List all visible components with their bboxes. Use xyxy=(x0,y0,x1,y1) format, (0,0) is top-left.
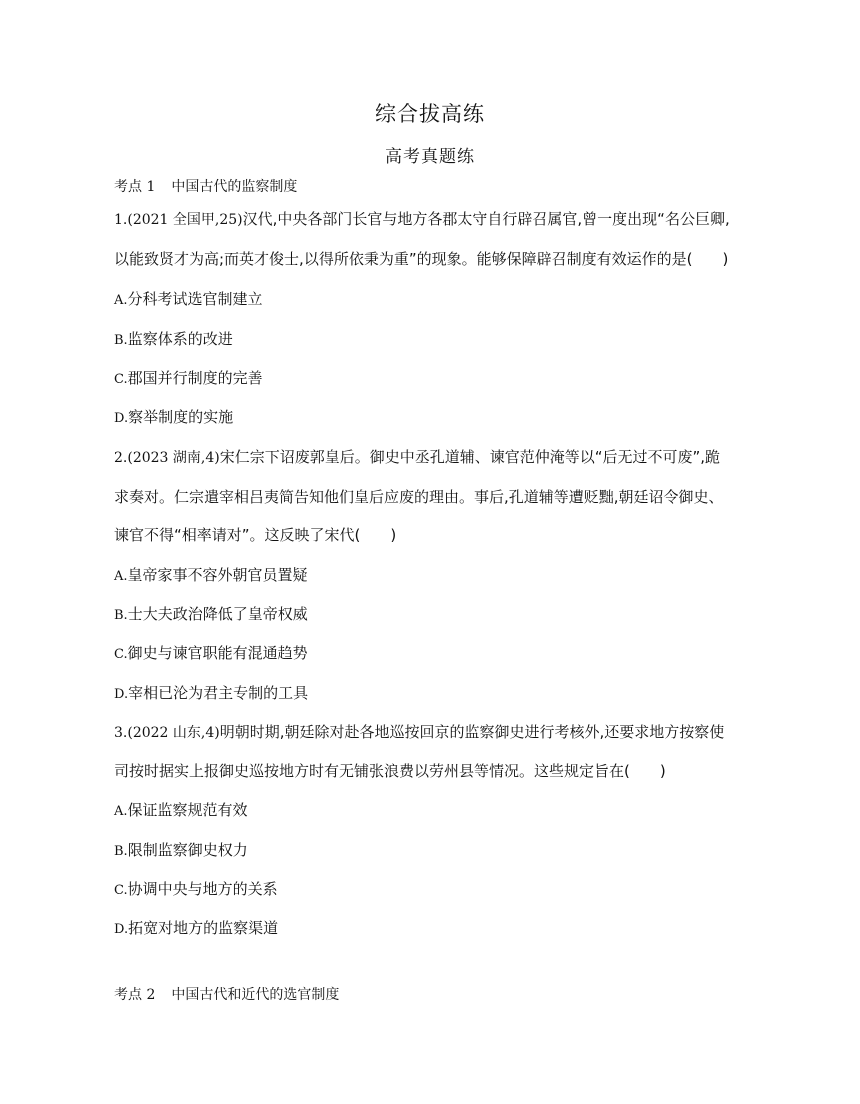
question-1-option-c xyxy=(114,367,263,388)
question-2-line-2: 求奏对。仁宗遣宰相吕夷简告知他们皇后应废的理由。事后,孔道辅等遭贬黜,朝廷诏令御史、 xyxy=(114,488,724,506)
section-title: 中国古代和近代的选官制度 xyxy=(171,987,340,1003)
question-2-line-1 xyxy=(114,446,720,467)
question-1-line-2: 以能致贤才为高;而英才俊士,以得所依秉为重”的现象。能够保障辟召制度有效运作的是( ) xyxy=(114,250,729,268)
question-source: (2021 全国甲,25) xyxy=(127,212,243,228)
section-label: 考点 2 xyxy=(114,987,156,1003)
option-key: C. xyxy=(114,372,128,387)
option-text: 御史与谏官职能有混通趋势 xyxy=(127,644,308,662)
section-heading-2 xyxy=(114,984,339,1004)
question-3-option-c xyxy=(114,878,278,899)
option-text: 宰相已沦为君主专制的工具 xyxy=(128,684,309,702)
option-key: B. xyxy=(114,333,128,348)
question-source: (2022 山东,4) xyxy=(127,725,220,741)
page-subtitle: 高考真题练 xyxy=(385,147,475,167)
option-text: 分科考试选官制建立 xyxy=(127,290,263,308)
question-2-line-3: 谏官不得“相率请对”。这反映了宋代( ) xyxy=(114,526,397,544)
option-text: 监察体系的改进 xyxy=(127,330,233,348)
question-3-line-1 xyxy=(114,721,724,742)
option-text: 保证监察规范有效 xyxy=(127,801,248,819)
option-key: D. xyxy=(114,687,129,702)
option-text: 士大夫政治降低了皇帝权威 xyxy=(127,605,308,623)
question-2-option-d xyxy=(114,682,308,703)
question-source: (2023 湖南,4) xyxy=(127,450,220,466)
option-text: 皇帝家事不容外朝官员置疑 xyxy=(127,566,308,584)
option-text: 限制监察御史权力 xyxy=(127,841,248,859)
section-title: 中国古代的监察制度 xyxy=(171,179,298,195)
question-number: 1. xyxy=(114,212,128,228)
question-3-option-d xyxy=(114,917,278,938)
question-text: 明朝时期,朝廷除对赴各地巡按回京的监察御史进行考核外,还要求地方按察使 xyxy=(219,723,725,741)
option-key: A. xyxy=(114,804,128,819)
option-text: 郡国并行制度的完善 xyxy=(127,369,263,387)
question-number: 3. xyxy=(114,725,128,741)
option-text: 协调中央与地方的关系 xyxy=(127,880,278,898)
question-text: 汉代,中央各部门长官与地方各郡太守自行辟召属官,曾一度出现“名公巨卿, xyxy=(242,210,730,228)
question-3-option-a xyxy=(114,799,248,820)
option-key: A. xyxy=(114,293,128,308)
question-1-option-a xyxy=(114,288,263,309)
option-key: D. xyxy=(114,922,129,937)
option-key: B. xyxy=(114,608,128,623)
option-text: 拓宽对地方的监察渠道 xyxy=(128,919,279,937)
option-key: C. xyxy=(114,883,128,898)
question-2-option-a xyxy=(114,564,308,585)
option-key: B. xyxy=(114,844,128,859)
question-number: 2. xyxy=(114,450,128,466)
question-1-line-1 xyxy=(114,208,730,229)
question-2-option-c xyxy=(114,642,308,663)
section-label: 考点 1 xyxy=(114,179,156,195)
question-3-option-b xyxy=(114,839,248,860)
page-title: 综合拔高练 xyxy=(375,102,485,126)
question-2-option-b xyxy=(114,603,308,624)
question-1-option-d xyxy=(114,406,233,427)
question-3-line-2: 司按时据实上报御史巡按地方时有无铺张浪费以劳州县等情况。这些规定旨在( ) xyxy=(114,762,666,780)
option-key: C. xyxy=(114,647,128,662)
section-heading-1 xyxy=(114,176,297,196)
option-text: 察举制度的实施 xyxy=(128,408,234,426)
option-key: D. xyxy=(114,411,129,426)
question-text: 宋仁宗下诏废郭皇后。御史中丞孔道辅、谏官范仲淹等以“后无过不可废”,跪 xyxy=(219,448,721,466)
option-key: A. xyxy=(114,569,128,584)
question-1-option-b xyxy=(114,328,233,349)
